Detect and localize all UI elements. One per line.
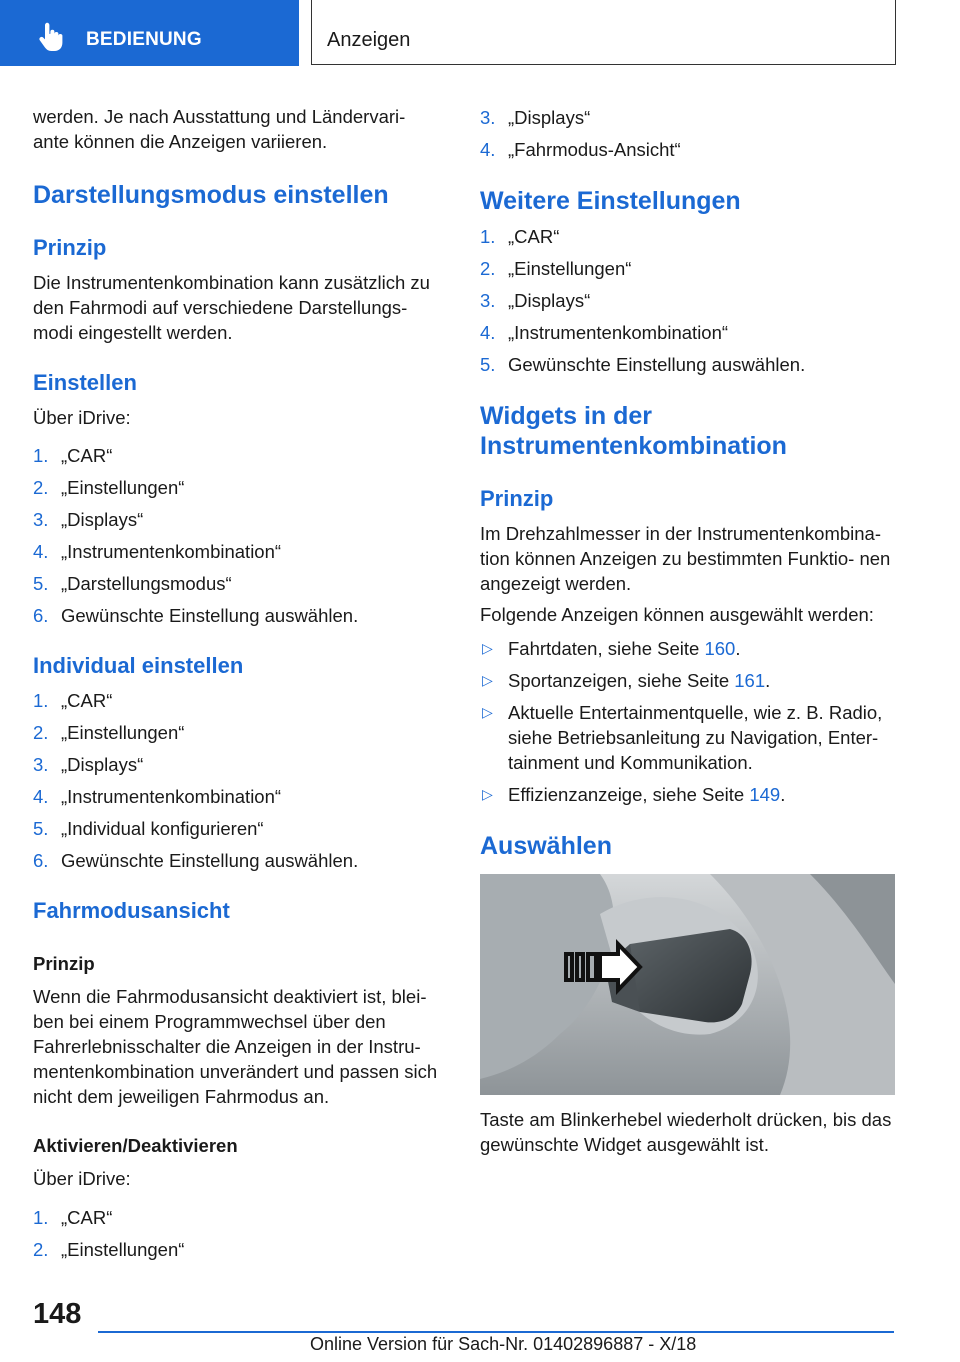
triangle-bullet-icon: ▷ xyxy=(482,672,493,688)
list-item: 3. „Displays“ xyxy=(480,107,591,128)
list-item: 5. „Darstellungsmodus“ xyxy=(33,573,232,594)
list-item: 1. „CAR“ xyxy=(33,445,113,466)
list-item: 4. „Instrumentenkombination“ xyxy=(33,786,282,807)
footer-divider xyxy=(98,1331,894,1333)
hand-pointer-icon xyxy=(36,22,64,52)
list-item: 3. „Displays“ xyxy=(33,509,144,530)
list-item: 5. „Individual konfigurieren“ xyxy=(33,818,264,839)
widget-bullets xyxy=(480,636,894,814)
folgende-text: Folgende Anzeigen können ausgewählt werden: xyxy=(480,604,874,625)
heading-widgets-1: Widgets in der xyxy=(480,402,653,430)
list-item: ▷ Aktuelle Entertainmentquelle, wie z. B. Radio, siehe Betriebsanleitung zu Navigation, Enter- tainment und Kommunikation. xyxy=(482,702,883,773)
list-item: 2. „Einstellungen“ xyxy=(33,1239,185,1260)
page-link[interactable]: 161 xyxy=(734,670,766,691)
list-item: 6. Gewünschte Einstellung auswählen. xyxy=(33,605,359,626)
triangle-bullet-icon: ▷ xyxy=(482,640,493,656)
steps-darstellungsmodus xyxy=(33,443,443,635)
chapter-box xyxy=(311,0,896,65)
chapter-label: Anzeigen xyxy=(327,29,411,51)
list-item: 5. Gewünschte Einstellung auswählen. xyxy=(480,354,806,375)
heading-auswaehlen: Auswählen xyxy=(480,832,612,860)
heading-einstellen: Einstellen xyxy=(33,370,137,395)
online-version-text: Online Version für Sach-Nr. 01402896887 - X/18 xyxy=(310,1334,697,1354)
steps-weitere xyxy=(480,224,894,384)
heading-widgets-2: Instrumentenkombination xyxy=(480,432,787,460)
list-item: 1. „CAR“ xyxy=(480,226,560,247)
widgets-prinzip-text: Im Drehzahlmesser in der Instrumentenkombina- tion können Anzeigen zu bestimmten Funktio- nen angezeigt werden. xyxy=(480,523,891,594)
list-item: 2. „Einstellungen“ xyxy=(480,258,632,279)
heading-prinzip-widgets: Prinzip xyxy=(480,486,554,511)
list-item: 3. „Displays“ xyxy=(480,290,591,311)
ueber-idrive-text: Über iDrive: xyxy=(33,407,131,428)
heading-weitere-einstellungen: Weitere Einstellungen xyxy=(480,187,741,215)
steps-fahrmodus-cont xyxy=(480,105,894,169)
prinzip-text: Die Instrumentenkombination kann zusätzlich zu den Fahrmodi auf verschiedene Darstellungs- modi eingestellt werden. xyxy=(33,272,430,343)
page-link[interactable]: 149 xyxy=(749,784,781,805)
lever-illustration xyxy=(480,874,895,1095)
heading-prinzip-fahrmodus: Prinzip xyxy=(33,953,95,974)
turn-signal-lever-photo xyxy=(480,874,895,1095)
heading-darstellungsmodus: Darstellungsmodus einstellen xyxy=(33,181,389,209)
steps-individual xyxy=(33,688,443,880)
list-item: 3. „Displays“ xyxy=(33,754,144,775)
caption-text: Taste am Blinkerhebel wiederholt drücken, bis das gewünschte Widget ausgewählt ist. xyxy=(480,1109,892,1155)
triangle-bullet-icon: ▷ xyxy=(482,704,493,720)
fahrmodus-text: Wenn die Fahrmodusansicht deaktiviert ist, blei- ben bei einem Programmwechsel über den Fahrerlebnisschalter die Anzeigen in der Instru- mentenkombination unverändert und passen sich nicht dem jeweiligen Fahrmodus an. xyxy=(33,986,438,1107)
ueber-idrive-text-2: Über iDrive: xyxy=(33,1168,131,1189)
list-item: 2. „Einstellungen“ xyxy=(33,477,185,498)
list-item: ▷ Sportanzeigen, siehe Seite 161. xyxy=(482,670,771,691)
list-item: 1. „CAR“ xyxy=(33,1207,113,1228)
section-tab[interactable] xyxy=(0,0,299,66)
list-item: 2. „Einstellungen“ xyxy=(33,722,185,743)
page-number: 148 xyxy=(33,1298,82,1330)
list-item: ▷ Effizienzanzeige, siehe Seite 149. xyxy=(482,784,786,805)
list-item: 4. „Instrumentenkombination“ xyxy=(33,541,282,562)
list-item: 4. „Fahrmodus-Ansicht“ xyxy=(480,139,681,160)
list-item: ▷ Fahrtdaten, siehe Seite 160. xyxy=(482,638,741,659)
steps-fahrmodus xyxy=(33,1205,443,1269)
heading-prinzip: Prinzip xyxy=(33,235,107,260)
heading-individual: Individual einstellen xyxy=(33,653,244,678)
heading-aktivieren: Aktivieren/Deaktivieren xyxy=(33,1135,238,1156)
list-item: 6. Gewünschte Einstellung auswählen. xyxy=(33,850,359,871)
heading-fahrmodusansicht: Fahrmodusansicht xyxy=(33,898,230,923)
list-item: 1. „CAR“ xyxy=(33,690,113,711)
page-link[interactable]: 160 xyxy=(704,638,736,659)
triangle-bullet-icon: ▷ xyxy=(482,786,493,802)
page-header xyxy=(0,0,960,66)
intro-text: werden. Je nach Ausstattung und Ländervari- ante können die Anzeigen variieren. xyxy=(33,106,406,152)
list-item: 4. „Instrumentenkombination“ xyxy=(480,322,729,343)
section-label: BEDIENUNG xyxy=(86,29,202,50)
